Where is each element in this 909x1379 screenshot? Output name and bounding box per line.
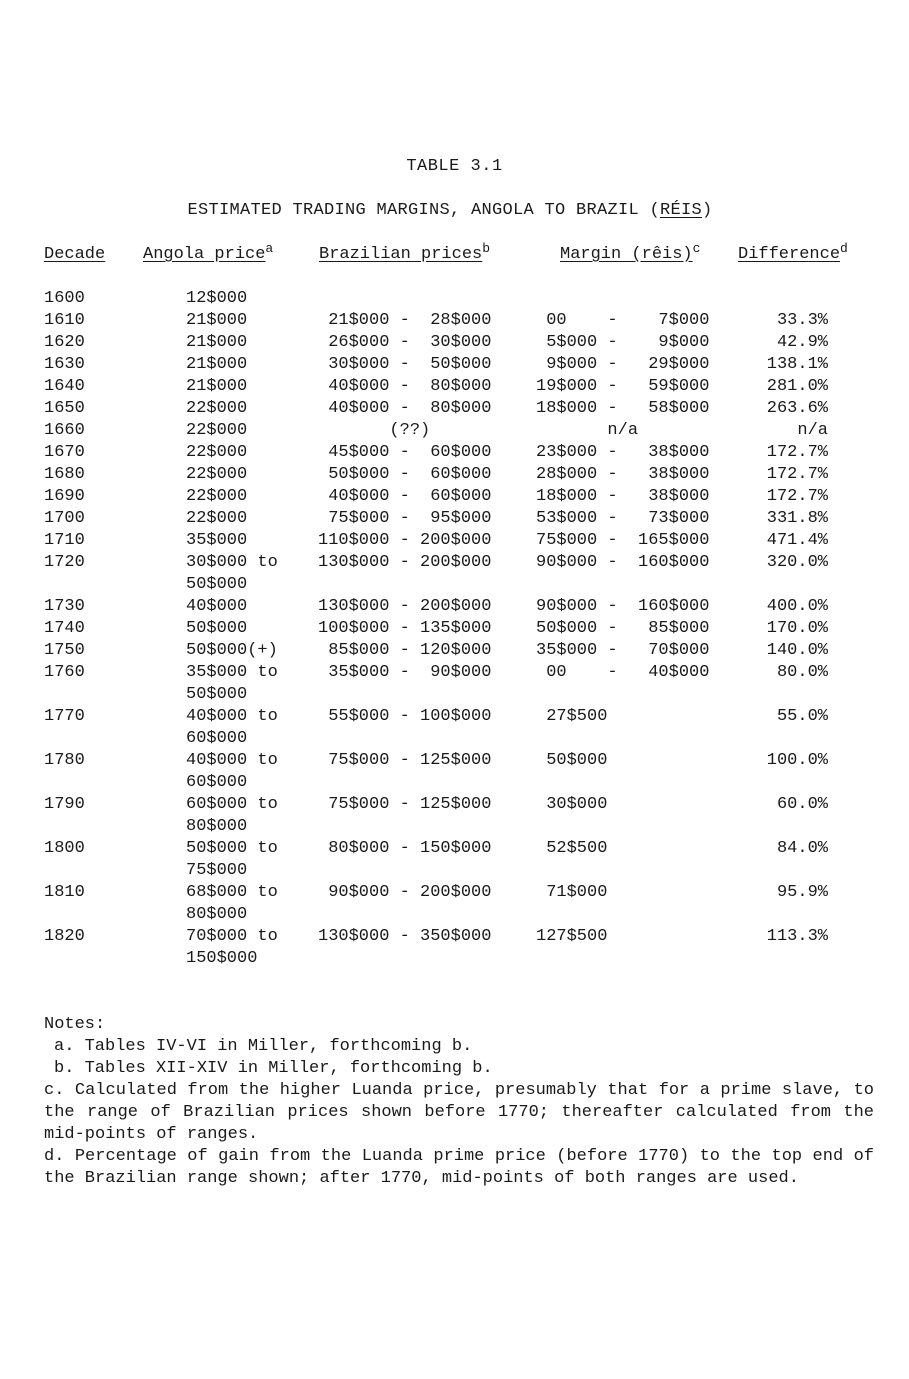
header-difference — [738, 241, 848, 264]
table-body — [0, 288, 909, 970]
cell-brazilian-prices: 75$000 - 125$000 — [318, 795, 492, 814]
angola-price-line: 21$000 — [186, 333, 248, 352]
cell-margin: 53$000 - 73$000 — [536, 509, 710, 528]
footnote-marker-b: b — [482, 241, 491, 256]
cell-decade: 1610 — [44, 311, 85, 330]
cell-decade: 1790 — [44, 795, 85, 814]
cell-angola-price — [186, 926, 278, 970]
cell-brazilian-prices: (??) — [318, 421, 431, 440]
angola-price-line: 50$000(+) — [186, 641, 278, 660]
header-decade-label: Decade — [44, 245, 106, 264]
cell-decade: 1800 — [44, 839, 85, 858]
table-row — [0, 288, 909, 310]
cell-difference: 113.3% — [766, 927, 828, 946]
cell-decade: 1730 — [44, 597, 85, 616]
cell-angola-price — [186, 596, 247, 618]
cell-decade: 1810 — [44, 883, 85, 902]
table-row — [0, 530, 909, 552]
cell-decade: 1640 — [44, 377, 85, 396]
angola-price-line: 40$000 to — [186, 707, 278, 726]
cell-decade: 1630 — [44, 355, 85, 374]
table-row — [0, 376, 909, 398]
cell-decade: 1710 — [44, 531, 85, 550]
angola-price-line: 40$000 — [186, 597, 248, 616]
cell-brazilian-prices: 80$000 - 150$000 — [318, 839, 492, 858]
cell-angola-price — [186, 420, 247, 442]
cell-angola-price — [186, 706, 278, 750]
subtitle-unit: RÉIS — [660, 201, 703, 220]
header-brazil-label: Brazilian prices — [319, 245, 483, 264]
angola-price-line: 21$000 — [186, 377, 248, 396]
cell-brazilian-prices: 40$000 - 60$000 — [318, 487, 492, 506]
cell-margin: n/a — [536, 421, 639, 440]
table-row — [0, 662, 909, 706]
header-diff-label: Difference — [738, 245, 841, 264]
note-c: c. Calculated from the higher Luanda price, presumably that for a prime slave, to the range of Brazilian prices shown before 1770; thereafter calculated from the mid-points of ranges. — [44, 1081, 874, 1144]
table-row — [0, 442, 909, 464]
angola-price-line: 70$000 to — [186, 927, 278, 946]
header-angola-price — [143, 241, 274, 264]
cell-difference: 42.9% — [776, 333, 828, 352]
cell-decade: 1670 — [44, 443, 85, 462]
angola-price-line: 35$000 — [186, 531, 248, 550]
cell-brazilian-prices: 35$000 - 90$000 — [318, 663, 492, 682]
cell-difference: 84.0% — [776, 839, 828, 858]
cell-brazilian-prices: 30$000 - 50$000 — [318, 355, 492, 374]
angola-price-line: 30$000 to — [186, 553, 278, 572]
cell-brazilian-prices: 50$000 - 60$000 — [318, 465, 492, 484]
cell-margin: 35$000 - 70$000 — [536, 641, 710, 660]
cell-decade: 1690 — [44, 487, 85, 506]
note-d: d. Percentage of gain from the Luanda prime price (before 1770) to the top end of the Brazilian range shown; after 1770, mid-points of both ranges are used. — [44, 1147, 874, 1188]
footnote-marker-c: c — [692, 241, 701, 256]
cell-margin: 90$000 - 160$000 — [536, 597, 710, 616]
cell-margin: 75$000 - 165$000 — [536, 531, 710, 550]
cell-brazilian-prices: 130$000 - 200$000 — [318, 597, 492, 616]
cell-margin: 23$000 - 38$000 — [536, 443, 710, 462]
table-row — [0, 926, 909, 970]
cell-angola-price — [186, 640, 278, 662]
cell-angola-price — [186, 838, 278, 882]
angola-price-line: 50$000 — [186, 685, 248, 704]
cell-difference: n/a — [797, 421, 828, 440]
cell-margin: 00 - 7$000 — [536, 311, 710, 330]
cell-decade: 1650 — [44, 399, 85, 418]
cell-margin: 28$000 - 38$000 — [536, 465, 710, 484]
cell-difference: 172.7% — [766, 487, 828, 506]
cell-decade: 1750 — [44, 641, 85, 660]
angola-price-line: 22$000 — [186, 465, 248, 484]
table-row — [0, 552, 909, 596]
cell-decade: 1720 — [44, 553, 85, 572]
cell-difference: 471.4% — [766, 531, 828, 550]
cell-angola-price — [186, 398, 247, 420]
cell-margin: 5$000 - 9$000 — [536, 333, 710, 352]
subtitle-close: ) — [702, 201, 713, 220]
table-row — [0, 464, 909, 486]
angola-price-line: 80$000 — [186, 905, 248, 924]
cell-difference: 281.0% — [766, 377, 828, 396]
cell-margin: 9$000 - 29$000 — [536, 355, 710, 374]
notes-heading: Notes: — [44, 1015, 106, 1034]
cell-brazilian-prices: 45$000 - 60$000 — [318, 443, 492, 462]
cell-brazilian-prices: 130$000 - 350$000 — [318, 927, 492, 946]
table-row — [0, 310, 909, 332]
cell-angola-price — [186, 288, 247, 310]
cell-decade: 1770 — [44, 707, 85, 726]
cell-difference: 172.7% — [766, 465, 828, 484]
cell-angola-price — [186, 508, 247, 530]
header-margin — [560, 241, 701, 264]
cell-brazilian-prices: 21$000 - 28$000 — [318, 311, 492, 330]
angola-price-line: 22$000 — [186, 509, 248, 528]
cell-angola-price — [186, 794, 278, 838]
angola-price-line: 50$000 — [186, 575, 248, 594]
table-row — [0, 596, 909, 618]
angola-price-line: 21$000 — [186, 311, 248, 330]
header-margin-label: Margin (rêis) — [560, 245, 693, 264]
cell-angola-price — [186, 442, 247, 464]
cell-angola-price — [186, 530, 247, 552]
table-row — [0, 398, 909, 420]
cell-brazilian-prices: 75$000 - 125$000 — [318, 751, 492, 770]
cell-decade: 1820 — [44, 927, 85, 946]
cell-difference: 100.0% — [766, 751, 828, 770]
cell-margin: 18$000 - 38$000 — [536, 487, 710, 506]
cell-difference: 33.3% — [776, 311, 828, 330]
cell-angola-price — [186, 618, 247, 640]
header-angola-label: Angola price — [143, 245, 266, 264]
table-row — [0, 618, 909, 640]
cell-decade: 1680 — [44, 465, 85, 484]
cell-difference: 170.0% — [766, 619, 828, 638]
angola-price-line: 150$000 — [186, 949, 258, 968]
cell-decade: 1600 — [44, 289, 85, 308]
cell-decade: 1660 — [44, 421, 85, 440]
cell-margin: 27$500 — [536, 707, 608, 726]
cell-difference: 331.8% — [766, 509, 828, 528]
table-row — [0, 750, 909, 794]
table-title: TABLE 3.1 — [406, 157, 503, 176]
cell-angola-price — [186, 376, 247, 398]
angola-price-line: 60$000 — [186, 729, 248, 748]
angola-price-line: 12$000 — [186, 289, 248, 308]
cell-brazilian-prices: 40$000 - 80$000 — [318, 377, 492, 396]
angola-price-line: 22$000 — [186, 399, 248, 418]
cell-angola-price — [186, 882, 278, 926]
cell-decade: 1780 — [44, 751, 85, 770]
cell-difference: 95.9% — [776, 883, 828, 902]
cell-difference: 60.0% — [776, 795, 828, 814]
cell-margin: 52$500 — [536, 839, 608, 858]
cell-margin: 30$000 — [536, 795, 608, 814]
cell-brazilian-prices: 90$000 - 200$000 — [318, 883, 492, 902]
table-row — [0, 508, 909, 530]
header-decade — [44, 245, 105, 264]
subtitle-text: ESTIMATED TRADING MARGINS, ANGOLA TO BRAZIL ( — [187, 201, 661, 220]
angola-price-line: 40$000 to — [186, 751, 278, 770]
cell-difference: 55.0% — [776, 707, 828, 726]
cell-decade: 1740 — [44, 619, 85, 638]
cell-margin: 18$000 - 58$000 — [536, 399, 710, 418]
cell-margin: 90$000 - 160$000 — [536, 553, 710, 572]
cell-angola-price — [186, 486, 247, 508]
cell-brazilian-prices: 26$000 - 30$000 — [318, 333, 492, 352]
cell-brazilian-prices: 55$000 - 100$000 — [318, 707, 492, 726]
cell-brazilian-prices: 110$000 - 200$000 — [318, 531, 492, 550]
notes-section — [44, 1014, 874, 1190]
angola-price-line: 75$000 — [186, 861, 248, 880]
cell-difference: 172.7% — [766, 443, 828, 462]
table-row — [0, 354, 909, 376]
angola-price-line: 60$000 — [186, 773, 248, 792]
cell-brazilian-prices: 130$000 - 200$000 — [318, 553, 492, 572]
angola-price-line: 35$000 to — [186, 663, 278, 682]
note-a: a. Tables IV-VI in Miller, forthcoming b. — [54, 1037, 473, 1056]
cell-difference: 140.0% — [766, 641, 828, 660]
cell-decade: 1620 — [44, 333, 85, 352]
cell-angola-price — [186, 354, 247, 376]
cell-difference: 80.0% — [776, 663, 828, 682]
note-b: b. Tables XII-XIV in Miller, forthcoming b. — [54, 1059, 493, 1078]
cell-angola-price — [186, 464, 247, 486]
cell-difference: 400.0% — [766, 597, 828, 616]
table-row — [0, 706, 909, 750]
cell-brazilian-prices: 85$000 - 120$000 — [318, 641, 492, 660]
table-row — [0, 838, 909, 882]
cell-margin: 50$000 - 85$000 — [536, 619, 710, 638]
cell-angola-price — [186, 552, 278, 596]
cell-brazilian-prices: 75$000 - 95$000 — [318, 509, 492, 528]
footnote-marker-a: a — [265, 241, 274, 256]
cell-difference: 320.0% — [766, 553, 828, 572]
header-brazilian-prices — [319, 241, 491, 264]
angola-price-line: 50$000 — [186, 619, 248, 638]
cell-margin: 00 - 40$000 — [536, 663, 710, 682]
footnote-marker-d: d — [840, 241, 848, 256]
cell-decade: 1700 — [44, 509, 85, 528]
table-row — [0, 882, 909, 926]
cell-angola-price — [186, 750, 278, 794]
cell-decade: 1760 — [44, 663, 85, 682]
table-row — [0, 332, 909, 354]
table-row — [0, 486, 909, 508]
angola-price-line: 22$000 — [186, 487, 248, 506]
angola-price-line: 21$000 — [186, 355, 248, 374]
angola-price-line: 80$000 — [186, 817, 248, 836]
cell-margin: 127$500 — [536, 927, 608, 946]
angola-price-line: 60$000 to — [186, 795, 278, 814]
angola-price-line: 50$000 to — [186, 839, 278, 858]
cell-margin: 71$000 — [536, 883, 608, 902]
table-row — [0, 794, 909, 838]
table-row — [0, 640, 909, 662]
cell-difference: 263.6% — [766, 399, 828, 418]
table-row — [0, 420, 909, 442]
cell-margin: 50$000 — [536, 751, 608, 770]
cell-difference: 138.1% — [766, 355, 828, 374]
angola-price-line: 22$000 — [186, 443, 248, 462]
cell-margin: 19$000 - 59$000 — [536, 377, 710, 396]
cell-angola-price — [186, 332, 247, 354]
cell-brazilian-prices: 40$000 - 80$000 — [318, 399, 492, 418]
cell-angola-price — [186, 662, 278, 706]
cell-angola-price — [186, 310, 247, 332]
angola-price-line: 22$000 — [186, 421, 248, 440]
table-subtitle — [0, 201, 900, 220]
angola-price-line: 68$000 to — [186, 883, 278, 902]
cell-brazilian-prices: 100$000 - 135$000 — [318, 619, 492, 638]
